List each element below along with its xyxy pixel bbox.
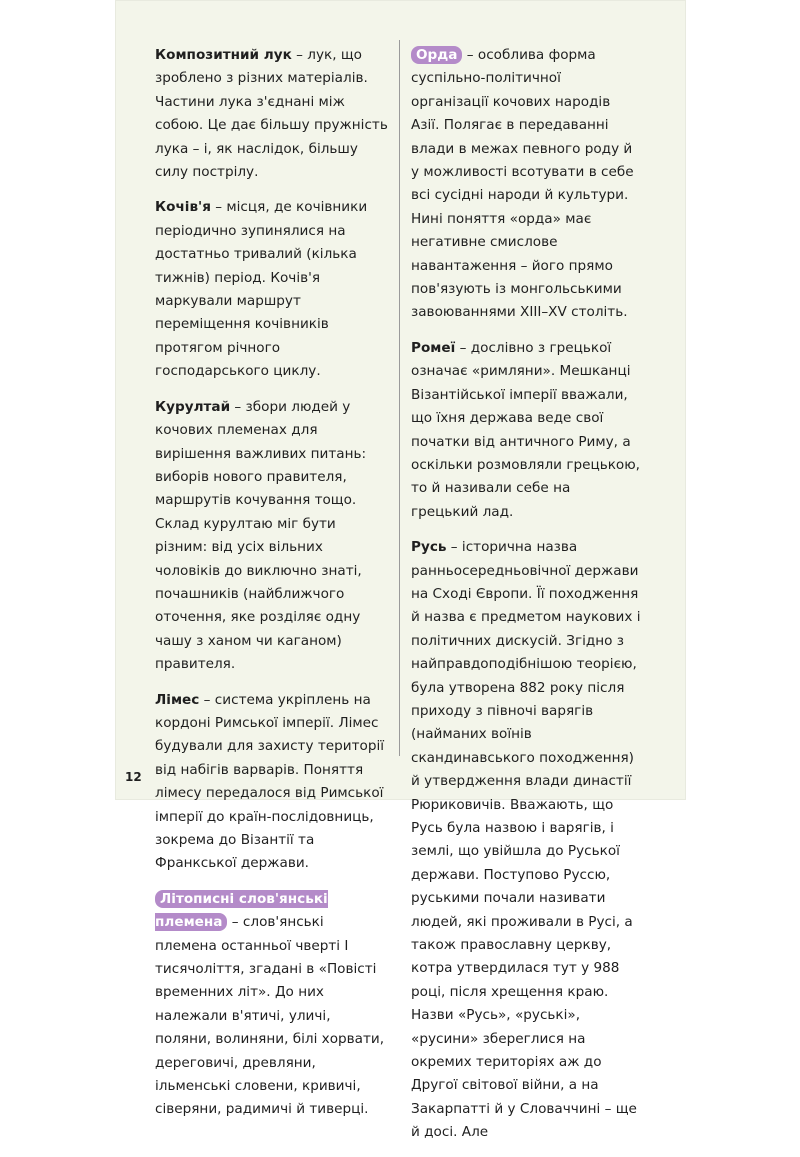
glossary-entry <box>155 196 388 383</box>
page-number: 12 <box>125 770 142 784</box>
glossary-entry <box>411 536 641 1145</box>
term: Кочів'я <box>155 199 211 216</box>
definition: – місця, де кочівники періодично зупинялися на достатньо тривалий (кілька тижнів) період. Кочів'я маркували маршрут переміщення кочівників протягом річного господарського циклу. <box>155 199 368 380</box>
definition: – історична назва ранньосередньовічної держави на Сході Європи. Її походження й назва є предметом наукових і політичних дискусій. Згідно з найправдоподібнішою теорією, була утворена 882 року після приходу з півночі варягів (найманих воїнів скандинавського походження) й утвердження влади династії Рюриковичів. Вважають, що Русь була назвою і варягів, і землі, що увійшла до Руської держави. Поступово Руссю, руськими почали називати людей, які проживали в Русі, а також православну церкву, котра утвердилася тут у 988 році, після хрещення краю. Назви «Русь», «руські», «русини» збереглися на окремих територіях аж до Другої світової війни, а на Закарпатті й у Словаччині – ще й досі. Але <box>411 539 641 1141</box>
left-column <box>155 44 388 1134</box>
glossary-entry <box>155 689 388 876</box>
right-column <box>411 44 641 1157</box>
term: Лімес <box>155 691 200 708</box>
glossary-entry <box>411 44 641 325</box>
definition: – лук, що зроблено з різних матеріалів. Частини лука з'єднані між собою. Це дає більшу пружність лука – і, як наслідок, більшу силу пострілу. <box>155 47 388 181</box>
definition: – особлива форма суспільно-політичної організації кочових народів Азії. Полягає в передаванні влади в межах певного роду й у можливості всотувати в себе всі сусідні народи й культури. Нині поняття «орда» має негативне смислове навантаження – його прямо пов'язують із монгольськими завоюваннями XIII–XV століть. <box>411 47 634 321</box>
definition: – слов'янські племена останньої чверті І тисячоліття, згадані в «Повісті временних літ». До них належали в'ятичі, уличі, поляни, волиняни, білі хорвати, дереговичі, древляни, ільменські словени, кривичі, сіверяни, радимичі й тиверці. <box>155 914 385 1118</box>
highlighted-term: Орда <box>411 46 462 64</box>
column-divider <box>399 40 400 756</box>
glossary-entry <box>155 396 388 677</box>
book-page <box>115 0 686 1141</box>
glossary-entry <box>155 44 388 184</box>
definition: – система укріплень на кордоні Римської імперії. Лімес будували для захисту території від набігів варварів. Поняття лімесу передалося від Римської імперії до країн-послідовниць, зокрема до Візантії та Франкської держави. <box>155 691 385 872</box>
definition: – дослівно з грецької означає «римляни». Мешканці Візантійської імперії вважали, що їхня держава веде свої початки від античного Риму, а оскільки розмовляли грецькою, то й називали себе на грецький лад. <box>411 339 641 520</box>
term: Курултай <box>155 398 231 415</box>
highlighted-term: Літописні слов'янські племена <box>155 890 328 931</box>
term: Ромеї <box>411 339 456 356</box>
term: Композитний лук <box>155 47 292 63</box>
glossary-entry <box>411 337 641 524</box>
definition: – збори людей у кочових племенах для вирішення важливих питань: виборів нового правителя, маршрутів кочування тощо. Склад курултаю міг бути різним: від усіх вільних чоловіків до виключно знаті, почашників (найближчого оточення, яке розділяє одну чашу з ханом чи каганом) правителя. <box>155 398 367 673</box>
term: Русь <box>411 539 447 556</box>
glossary-entry <box>155 888 388 1122</box>
